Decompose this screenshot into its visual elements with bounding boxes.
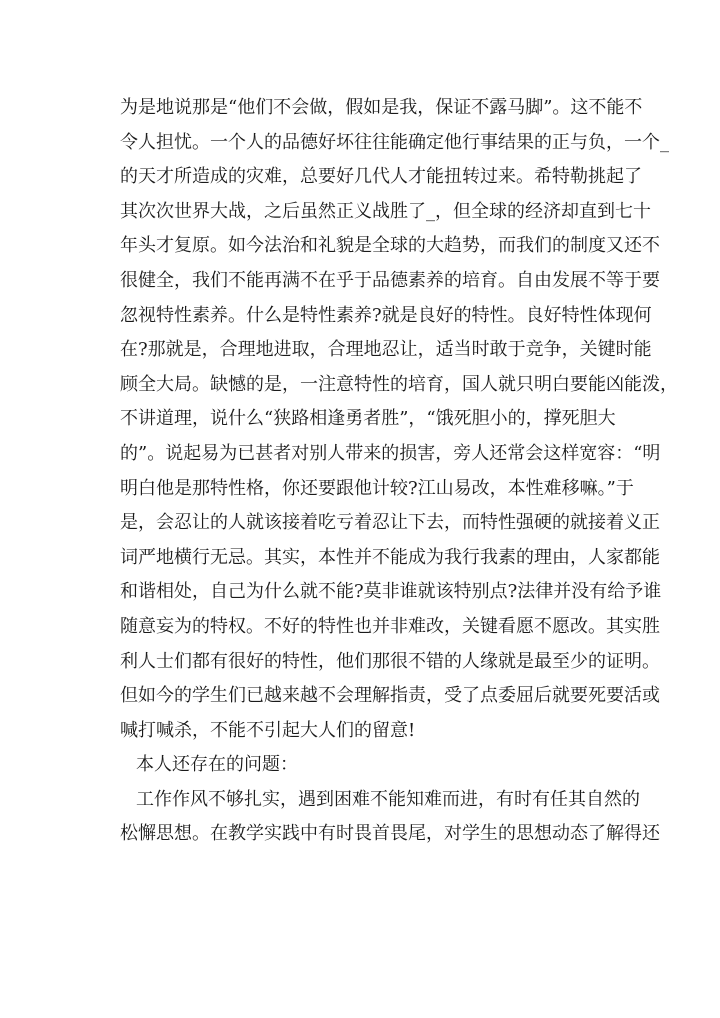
text-line: 令人担忧。一个人的品德好坏往往能确定他行事结果的正与负，一个_: [120, 131, 669, 153]
text-line: 为是地说那是“他们不会做，假如是我，保证不露马脚”。这不能不: [120, 97, 643, 118]
text-line: 在?那就是，合理地进取，合理地忍让，适当时敢于竞争，关键时能: [120, 339, 652, 361]
text-line: 不讲道理，说什么“狭路相逢勇者胜”，“饿死胆小的，撑死胆大: [120, 408, 616, 430]
text-line: 词严地横行无忌。其实，本性并不能成为我行我素的理由，人家都能: [120, 546, 660, 568]
text-line: 其次次世界大战，之后虽然正义战胜了_，但全球的经济却直到七十: [120, 200, 651, 222]
text-line: 利人士们都有很好的特性，他们那很不错的人缘就是最至少的证明。: [120, 650, 660, 672]
text-line: 很健全，我们不能再满不在乎于品德素养的培育。自由发展不等于要: [120, 269, 660, 291]
text-line: 但如今的学生们已越来越不会理解指责，受了点委屈后就要死要活或: [120, 685, 660, 707]
text-line: 顾全大局。缺憾的是，一注意特性的培育，国人就只明白要能凶能泼，: [120, 373, 678, 395]
text-line: 随意妄为的特权。不好的特性也并非难改，关键看愿不愿改。其实胜: [120, 615, 660, 637]
text-line: 忽视特性素养。什么是特性素养?就是良好的特性。良好特性体现何: [120, 304, 652, 326]
text-line: 的”。说起易为已甚者对别人带来的损害，旁人还常会这样宽容：“明: [120, 442, 661, 464]
text-line: 是，会忍让的人就该接着吃亏着忍让下去，而特性强硬的就接着义正: [120, 512, 660, 534]
text-line: 工作作风不够扎实，遇到困难不能知难而进，有时有任其自然的: [136, 788, 640, 810]
body-text: [120, 91, 678, 852]
text-line: 喊打喊杀，不能不引起大人们的留意!: [120, 719, 416, 741]
text-line: 松懈思想。在教学实践中有时畏首畏尾，对学生的思想动态了解得还: [120, 823, 660, 845]
section-heading: 本人还存在的问题：: [136, 754, 298, 776]
text-line: 年头才复原。如今法治和礼貌是全球的大趋势，而我们的制度又还不: [120, 235, 660, 257]
text-line: 明白他是那特性格，你还要跟他计较?江山易改，本性难移嘛。”于: [120, 477, 634, 499]
text-line: 和谐相处，自己为什么就不能?莫非谁就该特别点?法律并没有给予谁: [120, 581, 662, 603]
text-line: 的天才所造成的灾难，总要好几代人才能扭转过来。希特勒挑起了: [120, 166, 642, 188]
